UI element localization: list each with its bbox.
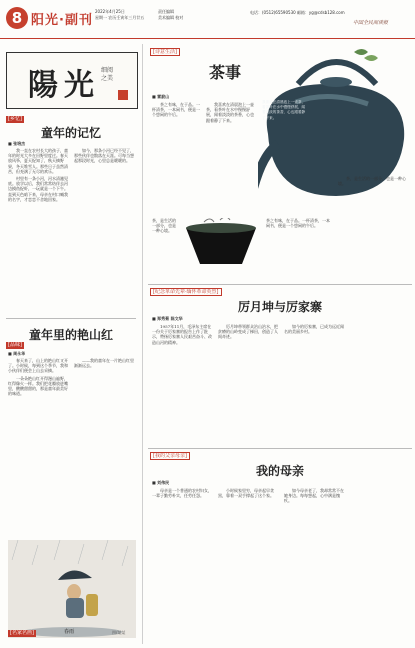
brand-slogan: 中国全民阅读报 [353, 20, 389, 26]
divider [6, 318, 136, 319]
paragraph: 春天来了，山上的艳山红又开了。小时候，每到这个季节，我和小伙伴们便会上山去采摘。 [8, 358, 68, 374]
date-line [95, 9, 144, 21]
article-body [266, 218, 332, 278]
article-byline: ■ 刘伟民 [152, 480, 170, 485]
leaf-icon [354, 49, 368, 55]
article-byline: ■ 周永华 [8, 351, 26, 356]
paragraph: 我一直在农村长大的孩子，童年的时光大多在田野里度过。春天放风筝，夏天捉知了，秋天摘野果，冬天堆雪人。那些日子虽然清苦，但充满了无尽的欢乐。 [8, 148, 68, 174]
paragraph: 村里有一条小河，河水清澈见底。放学以后，我们常常结伴去河边摸鱼捉虾，一玩就是一个下午。直到天色暗下来，母亲在村口喊我的名字，才恋恋不舍地回家。 [8, 176, 68, 202]
article-title: 童年里的艳山红 [28, 328, 113, 342]
contact-info: 电话：(0512)65590530 邮箱：yg@cdsb128.com [250, 10, 345, 15]
article-byline: ■ 郑秀菊 陈文华 [152, 316, 183, 321]
article-body [338, 176, 410, 276]
article-tag: [我的父亲母亲] [150, 452, 190, 460]
paragraph: 茶之有味，在于品。一杯清茶，一本闲书，便是一个悠闲的午后。 [266, 218, 330, 229]
article-body [152, 218, 178, 278]
divider [148, 448, 412, 449]
paragraph: 茶，是生活的一部分，也是一种心境。 [338, 176, 406, 187]
article-body [152, 102, 202, 212]
article-body [8, 358, 70, 528]
article-tag: [乡忆] [8, 116, 22, 122]
paragraph: 一朵朵艳山红开得漫山遍野，红得像火一样。我们把花瓣放进嘴里，酸酸甜甜的，那是童年最美好的味道。 [8, 375, 68, 397]
date-2: 星期一 农历壬寅年三月廿五 [95, 15, 145, 20]
paragraph: 母亲是一个普通的农村妇女，一辈子勤劳朴实，任劳任怨。 [152, 488, 212, 499]
article-tag: [纪念革命先辈·缅怀革命英烈] [150, 288, 222, 296]
illustration-painting [8, 540, 136, 638]
column-divider [142, 44, 143, 644]
rain-painting [8, 540, 136, 638]
date-1: 2022年4月25日 [95, 9, 125, 14]
seal-stamp [118, 90, 128, 100]
article-body [8, 148, 70, 298]
article-title: 童年的记忆 [40, 126, 101, 140]
article-title: 茶事 [208, 63, 241, 82]
teacup-illustration [180, 218, 262, 274]
editor-1: 责任编辑 [158, 9, 174, 14]
article-tag: [品味] [8, 342, 22, 348]
illustration-caption: 春雨 [64, 629, 75, 635]
page-number-badge: 8 [6, 7, 28, 29]
article-byline: ■ 张培杰 [8, 141, 26, 146]
column-logo-sidetext: 细阅之美 [101, 67, 114, 82]
column-logo: 陽光 [28, 68, 100, 103]
section-name: 阳光·副刊 [31, 13, 93, 28]
article-body [206, 102, 256, 212]
paragraph: 茶，是生活的一部分，也是一种心境。 [152, 218, 176, 234]
illustration-credit: 图/某某 [112, 630, 126, 635]
paragraph: 我喜欢在清晨泡上一壶茶，看茶叶在水中慢慢舒展，闻着淡淡的茶香，心也跟着静了下来。 [206, 102, 254, 123]
article-tag: [诗意生活] [150, 48, 180, 56]
paragraph: 1957年11月，毛泽东主席在一份关于厉家寨的报告上作了批示，赞扬厉家寨人民艰苦奋斗、改造山河的精神。 [152, 324, 212, 345]
editor-line [158, 9, 183, 21]
article-byline: ■ 雷寂山 [152, 94, 170, 99]
paragraph: ——我的童年在一片艳山红里渐渐远去。 [74, 358, 134, 369]
paragraph: 如今，那条小河已经不见了，那些伙伴也散落在天涯。可每当想起那段时光，心里总是暖暖的。 [74, 148, 134, 164]
paragraph: 茶之有味，在于品。一杯清茶，一本闲书，便是一个悠闲的午后。 [152, 102, 200, 118]
paragraph: 厉月坤带领群众治山治水，把贫瘠的山岭变成了梯田，创造了人间奇迹。 [218, 324, 278, 340]
article-body [284, 488, 346, 642]
teacup-svg [180, 218, 262, 274]
article-body [74, 148, 136, 298]
article-title: 厉月坤与厉家寨 [237, 300, 322, 314]
article-title: 我的母亲 [255, 464, 304, 478]
divider [148, 284, 412, 285]
paragraph: 小时候家里穷，母亲起早贪黑，靠着一双手撑起了这个家。 [218, 488, 274, 499]
paragraph: 我喜欢在清晨泡上一壶茶，看茶叶在水中慢慢舒展，闻着淡淡的茶香，心也跟着静了下来。 [262, 100, 306, 120]
paragraph: 如今母亲老了，我却常常不在她身边。每每想起，心中满是愧疚。 [284, 488, 344, 504]
article-body [218, 324, 280, 442]
illustration-tag: [名家名画] [10, 630, 34, 636]
article-body [262, 100, 308, 210]
article-body [284, 324, 346, 442]
article-body [152, 488, 214, 642]
article-body [152, 324, 214, 442]
article-body [218, 488, 280, 642]
article-body [74, 358, 136, 528]
editor-2: 美术编辑 校对 [158, 15, 184, 20]
paragraph: 如今的厉家寨，已成为远近闻名的美丽乡村。 [284, 324, 344, 335]
